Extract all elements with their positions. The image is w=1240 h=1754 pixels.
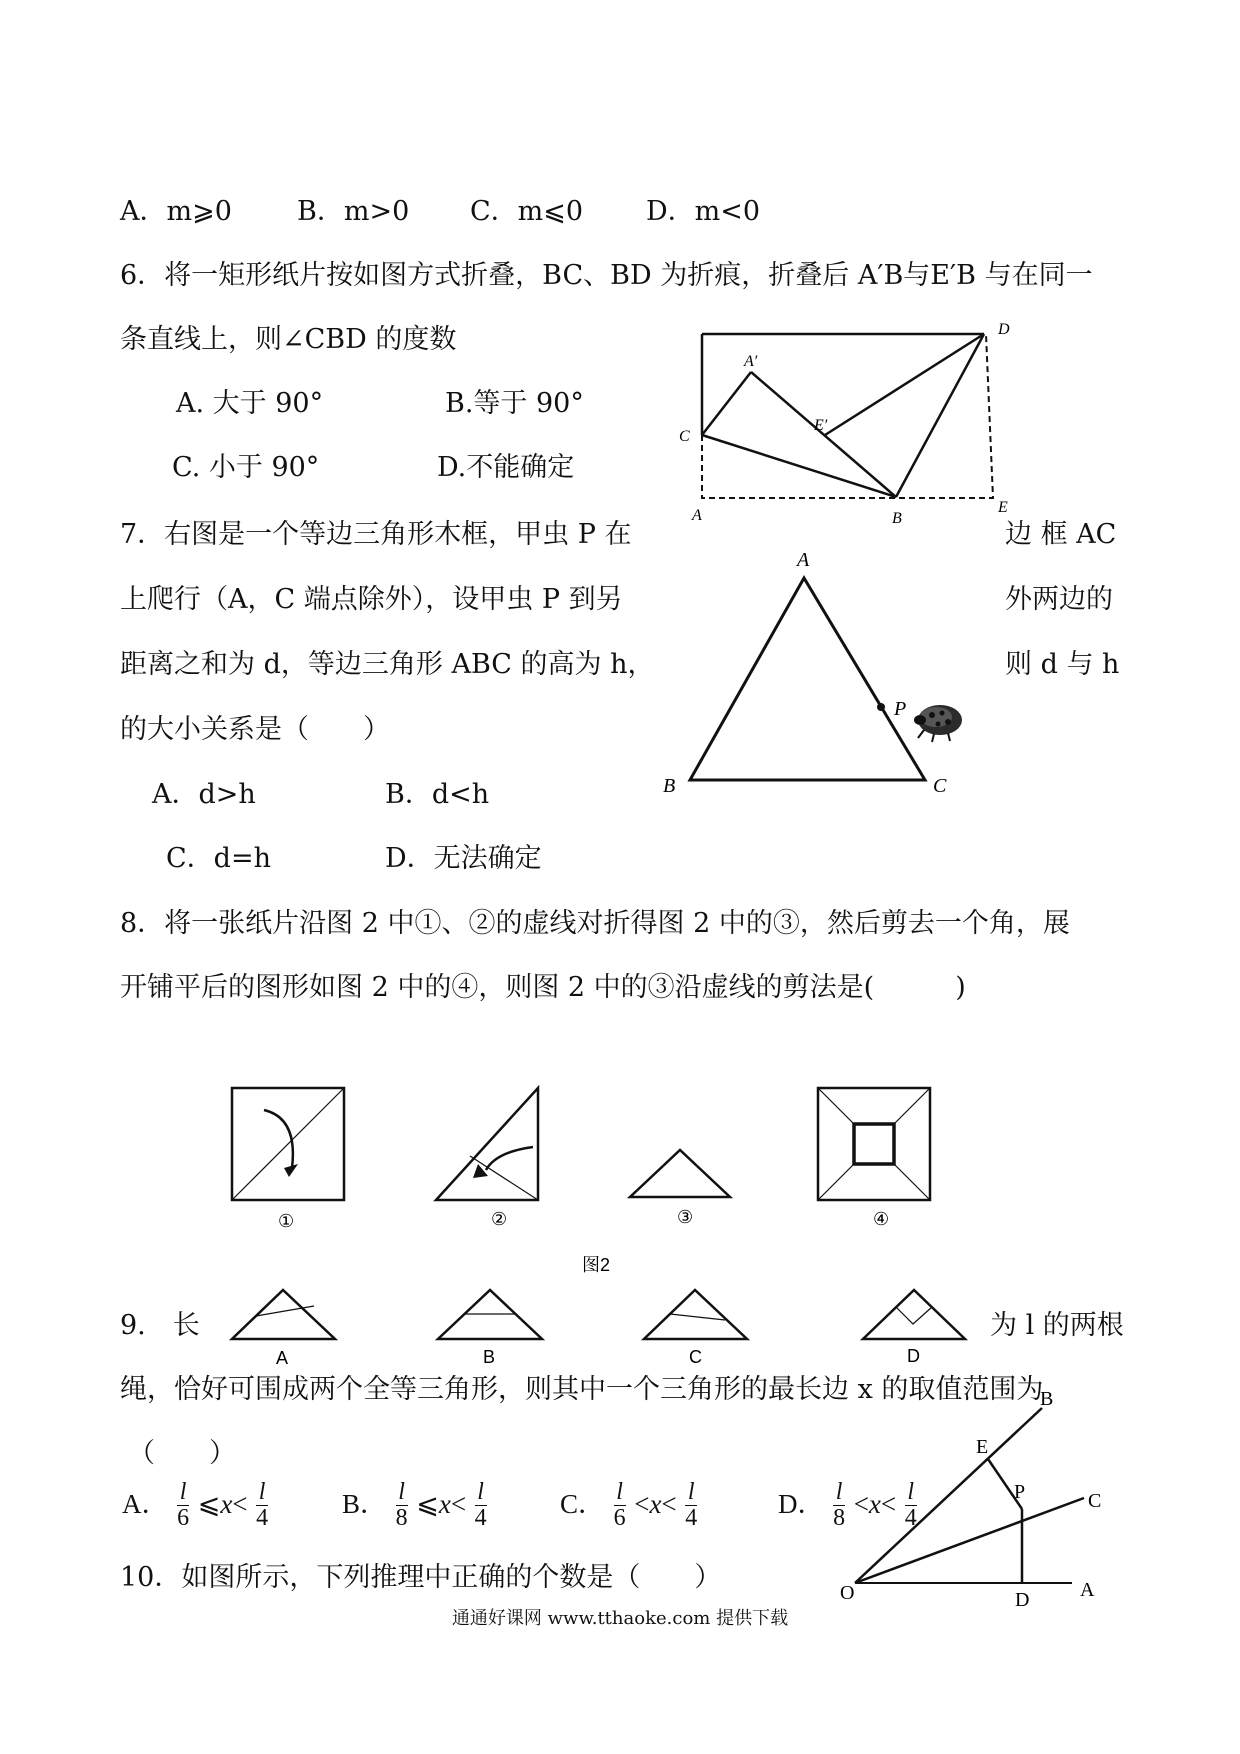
q8-line-1: 8．将一张纸片沿图 2 中①、②的虚线对折得图 2 中的③，然后剪去一个角，展 xyxy=(120,908,1070,939)
q9-end: 为 l 的两根 xyxy=(990,1310,1124,1341)
q9-option-d: D． $\frac{l}{8}$ <x< $\frac{l}{4}$ xyxy=(778,1479,917,1532)
page-footer: 通通好课网 www.tthaoke.com 提供下载 xyxy=(451,1608,789,1629)
q9-option-a: A． $\frac{l}{6}$ ⩽x< $\frac{l}{4}$ xyxy=(122,1479,269,1532)
q6-label-e-prime: E′ xyxy=(814,417,828,434)
q9-answer-choice-figures xyxy=(220,1280,1000,1370)
q8-fig-label-4: ④ xyxy=(873,1209,890,1229)
q10-label-c: C xyxy=(1088,1490,1102,1512)
q8-figure-2 xyxy=(220,1080,1000,1280)
q5-option-a: A．m⩾0 xyxy=(120,196,232,227)
q10-line-1: 10．如图所示，下列推理中正确的个数是（ ） xyxy=(120,1562,722,1593)
q6-label-a-prime: A′ xyxy=(744,353,758,370)
q7-label-c: C xyxy=(933,775,947,797)
q10-label-d: D xyxy=(1015,1589,1030,1611)
q9-option-c: C． $\frac{l}{6}$ <x< $\frac{l}{4}$ xyxy=(560,1479,698,1532)
q6-label-e: E xyxy=(998,499,1008,516)
q8-line-2: 开铺平后的图形如图 2 中的④，则图 2 中的③沿虚线的剪法是( ) xyxy=(120,972,966,1003)
q6-folded-rectangle-figure xyxy=(665,320,1025,530)
q5-option-d: D．m<0 xyxy=(646,196,761,227)
q9-choice-label-b: B xyxy=(483,1347,496,1367)
q7-line-3-left: 距离之和为 d，等边三角形 ABC 的高为 h， xyxy=(120,649,655,680)
q7-label-b: B xyxy=(663,775,676,797)
q10-angle-figure xyxy=(840,1390,1120,1640)
q9-option-b: B． $\frac{l}{8}$ ⩽x< $\frac{l}{4}$ xyxy=(342,1479,487,1532)
q5-option-c: C．m⩽0 xyxy=(470,196,584,227)
q7-option-a: A．d>h xyxy=(152,779,256,810)
q7-line-2-right: 外两边的 xyxy=(1005,584,1113,615)
q7-line-1-right: 边 框 AC xyxy=(1005,519,1117,550)
q9-choice-label-d: D xyxy=(907,1346,920,1366)
q10-label-b: B xyxy=(1040,1388,1054,1410)
q9-start: 9. 长 xyxy=(120,1310,200,1341)
q9-choice-label-a: A xyxy=(276,1348,289,1368)
q7-line-2-left: 上爬行（A，C 端点除外），设甲虫 P 到另 xyxy=(120,584,623,615)
q6-line-1: 6．将一矩形纸片按如图方式折叠，BC、BD 为折痕，折叠后 A′B与E′B 与在同一 xyxy=(120,260,1093,291)
q6-label-a: A xyxy=(692,507,702,524)
q10-label-p: P xyxy=(1014,1481,1026,1503)
q9-line-3: （ ） xyxy=(128,1438,236,1469)
q10-label-e: E xyxy=(976,1436,989,1458)
q7-option-d: D．无法确定 xyxy=(385,843,542,874)
q7-label-a: A xyxy=(797,549,810,571)
q6-option-d: D.不能确定 xyxy=(437,452,575,483)
q6-option-a: A. 大于 90° xyxy=(176,388,324,419)
q6-option-b: B.等于 90° xyxy=(445,388,584,419)
ladybug-icon xyxy=(914,705,962,742)
q8-fig-label-1: ① xyxy=(278,1211,295,1231)
q7-label-p: P xyxy=(894,698,907,720)
q7-line-3-right: 则 d 与 h xyxy=(1005,649,1120,680)
q9-line-2: 绳，恰好可围成两个全等三角形，则其中一个三角形的最长边 x 的取值范围为 xyxy=(120,1374,1044,1405)
q8-figure-caption: 图2 xyxy=(582,1255,611,1275)
q7-option-b: B．d<h xyxy=(385,779,490,810)
q8-fig-label-3: ③ xyxy=(677,1207,694,1227)
q7-line-1-left: 7．右图是一个等边三角形木框，甲虫 P 在 xyxy=(120,519,632,550)
q9-choice-label-c: C xyxy=(689,1347,702,1367)
q8-fig-label-2: ② xyxy=(491,1209,508,1229)
q7-option-c: C．d=h xyxy=(166,843,271,874)
q6-label-c: C xyxy=(679,428,690,445)
q6-option-c: C. 小于 90° xyxy=(172,452,320,483)
q7-line-4: 的大小关系是（ ） xyxy=(120,714,390,745)
q6-label-b: B xyxy=(892,510,902,527)
q5-option-b: B．m>0 xyxy=(297,196,410,227)
q7-equilateral-triangle-figure xyxy=(650,548,970,808)
q10-label-a: A xyxy=(1080,1579,1095,1601)
q10-label-o: O xyxy=(840,1582,855,1604)
q6-label-d: D xyxy=(998,321,1010,338)
q6-line-2: 条直线上，则∠CBD 的度数 xyxy=(120,324,457,355)
